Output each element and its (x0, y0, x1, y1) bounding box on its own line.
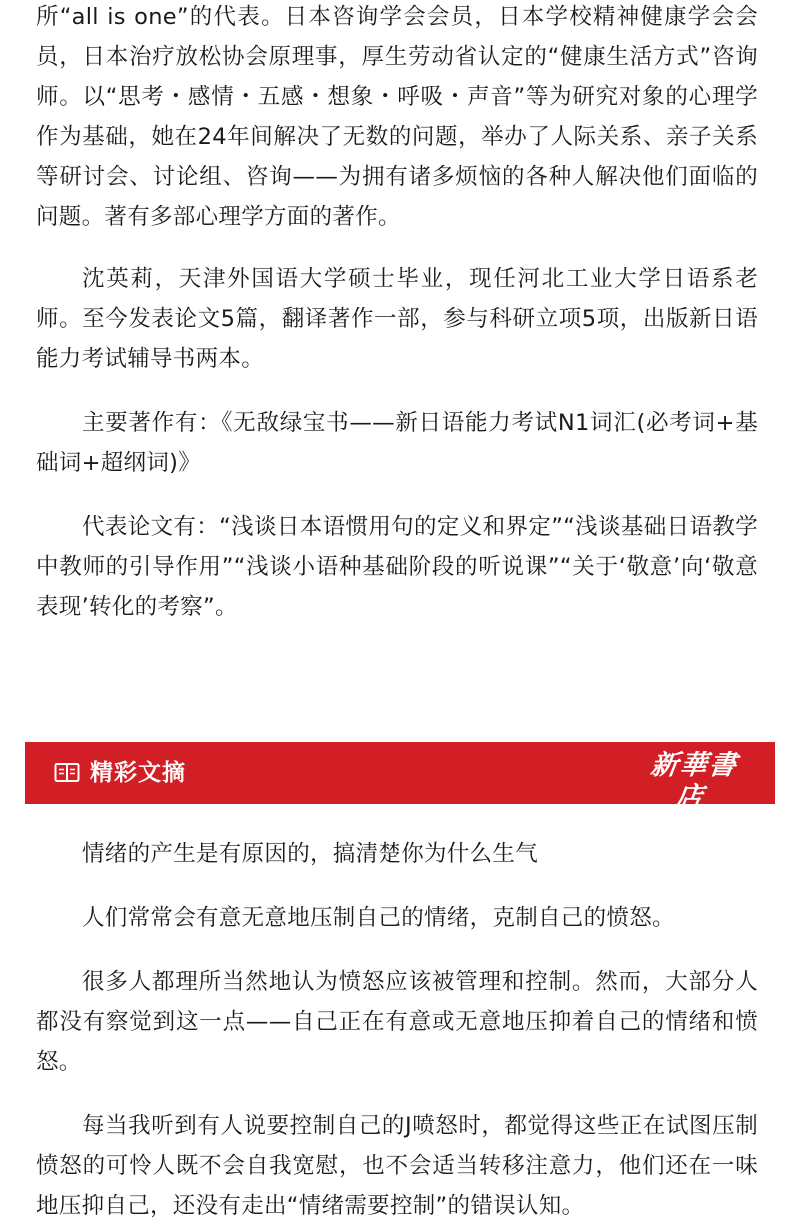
logo-english-text: XINHUA BOOKSTORE (637, 815, 747, 823)
excerpt-section-banner (25, 742, 775, 823)
excerpt-paragraph: 人们常常会有意无意地压制自己的情绪，克制自己的愤怒。 (82, 905, 675, 931)
open-book-icon (54, 762, 80, 784)
excerpt-paragraph: 很多人都理所当然地认为愤怒应该被管理和控制。然而，大部分人都没有察觉到这一点——自己正在有意或无意地压抑着自己的情绪和愤怒。 (36, 969, 758, 1075)
translator-bio-paragraph: 沈英莉，天津外国语大学硕士毕业，现任河北工业大学日语系老师。至今发表论文5篇，翻译著作一部，参与科研立项5项，出版新日语能力考试辅导书两本。 (36, 266, 758, 372)
section-title: 精彩文摘 (90, 760, 186, 786)
excerpt-paragraph: 每当我听到有人说要控制自己的J喷怒时，都觉得这些正在试图压制愤怒的可怜人既不会自我宽慰，也不会适当转移注意力，他们还在一味地压抑自己，还没有走出“情绪需要控制”的错误认知。 (36, 1113, 758, 1219)
excerpt-heading-paragraph: 情绪的产生是有原因的，搞清楚你为什么生气 (82, 841, 539, 867)
papers-paragraph: 代表论文有：“浅谈日本语惯用句的定义和界定”“浅谈基础日语教学中教师的引导作用”“浅谈小语种基础阶段的听说课”“关于‘敬意’向‘敬意表现’转化的考察”。 (36, 514, 758, 620)
author-bio-paragraph: 所“all is one”的代表。日本咨询学会会员，日本学校精神健康学会会员，日本治疗放松协会原理事，厚生劳动省认定的“健康生活方式”咨询师。以“思考・感情・五感・想象・呼吸・声音”等为研究对象的心理学作为基础，她在24年间解决了无数的问题，举办了人际关系、亲子关系等研讨会、讨论组、咨询——为拥有诸多烦恼的各种人解决他们面临的问题。著有多部心理学方面的著作。 (36, 4, 758, 230)
logo-chinese-text: 新華書店 (648, 750, 740, 813)
xinhua-bookstore-logo (637, 750, 747, 823)
main-works-paragraph: 主要著作有：《无敌绿宝书——新日语能力考试N1词汇(必考词+基础词+超纲词)》 (36, 410, 758, 476)
